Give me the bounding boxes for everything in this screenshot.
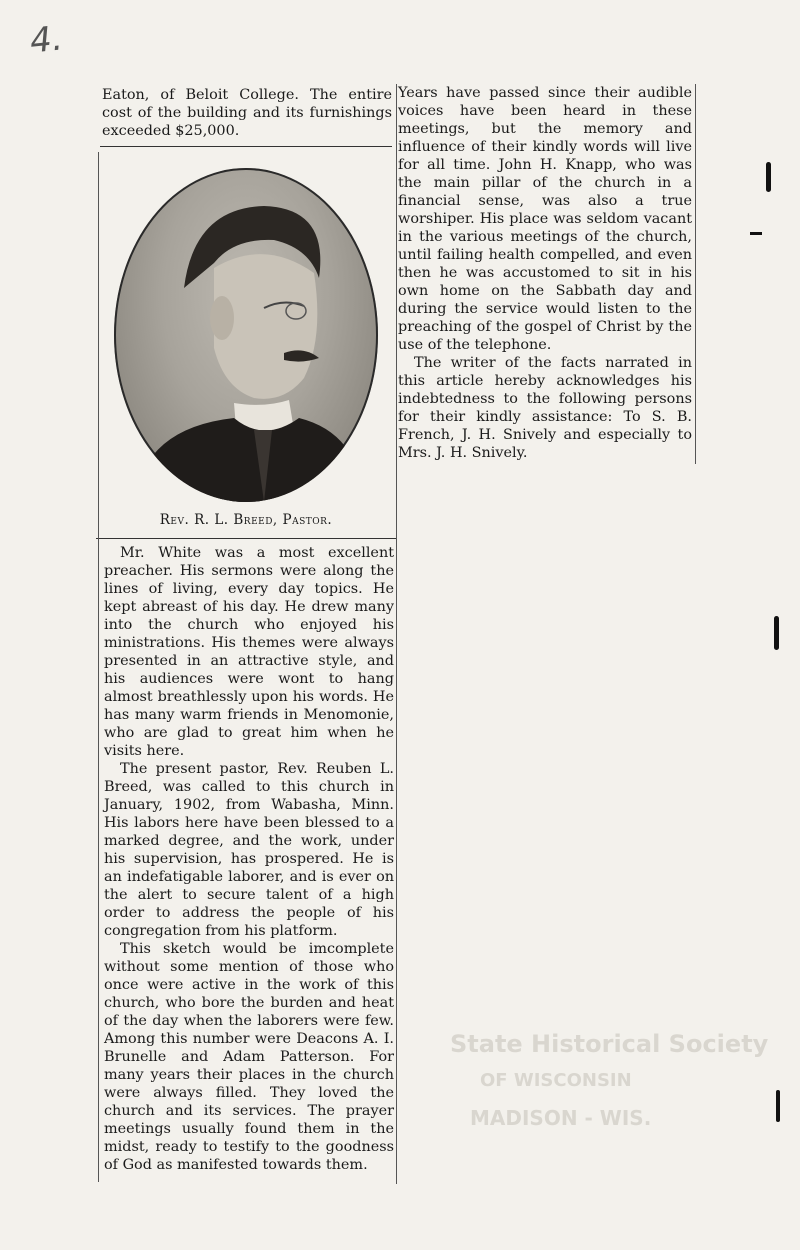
left-column-top: [102, 86, 392, 140]
paragraph: Eaton, of Beloit College. The entire cost of the building and its furnishings exceeded $25,000.: [102, 87, 392, 139]
paragraph: This sketch would be imcomplete without some mention of those who once were active in the work of this church, who bore the burden and heat of the day when the laborers were few. Among this number were Deacons A. I. Brunelle and Adam Patterson. For many years their places in the church were always filled. They loved the church and its services. The prayer meetings usually found them in the midst, ready to testify to the goodness of God as manifested towards them.: [104, 941, 394, 1173]
paragraph: The present pastor, Rev. Reuben L. Breed, was called to this church in January, 1902, from Wabasha, Minn. His labors here have been blessed to a marked degree, and the work, under his supervision, has prospered. He is an indefatigable laborer, and is ever on the alert to secure talent of a high order to address the people of his congregation from his platform.: [104, 761, 394, 939]
scan-mark: [750, 232, 762, 235]
stamp-line: MADISON - WIS.: [470, 1106, 652, 1130]
portrait-frame: [96, 152, 396, 542]
column-rule: [396, 84, 397, 1184]
divider: [96, 538, 396, 539]
scan-mark: [774, 616, 779, 650]
photo-caption: Rev. R. L. Breed, Pastor.: [159, 512, 333, 528]
scan-mark: [776, 1090, 780, 1122]
left-column-body: [104, 544, 394, 1174]
column-rule: [98, 152, 99, 1182]
stamp-line: State Historical Society: [450, 1030, 769, 1058]
portrait-photo: [114, 168, 378, 502]
paragraph: Mr. White was a most excellent preacher. His sermons were along the lines of living, every day topics. He kept abreast of his day. He drew many into the church who enjoyed his ministrations. His themes were always presented in an attractive style, and his audiences were wont to hang almost breathlessly upon his words. He has many warm friends in Menomonie, who are glad to great him when he visits here.: [104, 545, 394, 759]
right-column: [398, 84, 692, 462]
paragraph: The writer of the facts narrated in this article hereby acknowledges his indebtedness to the following persons for their kindly assistance: To S. B. French, J. H. Snively and especially to Mrs. J. H. Snively.: [398, 355, 692, 461]
scan-mark: [766, 162, 771, 192]
paragraph: Years have passed since their audible voices have been heard in these meetings, but the memory and influence of their kindly words will live for all time. John H. Knapp, who was the main pillar of the church in a financial sense, was also a true worshiper. His place was seldom vacant in the various meetings of the church, until failing health compelled, and even then he was accustomed to sit in his own home on the Sabbath day and during the service would listen to the preaching of the gospel of Christ by the use of the telephone.: [398, 85, 692, 353]
library-stamp: [430, 1010, 769, 1170]
column-rule: [695, 84, 696, 464]
portrait-figure-icon: [114, 168, 378, 502]
page-number: 4.: [27, 18, 65, 62]
stamp-line: OF WISCONSIN: [480, 1070, 632, 1091]
divider: [100, 146, 392, 147]
